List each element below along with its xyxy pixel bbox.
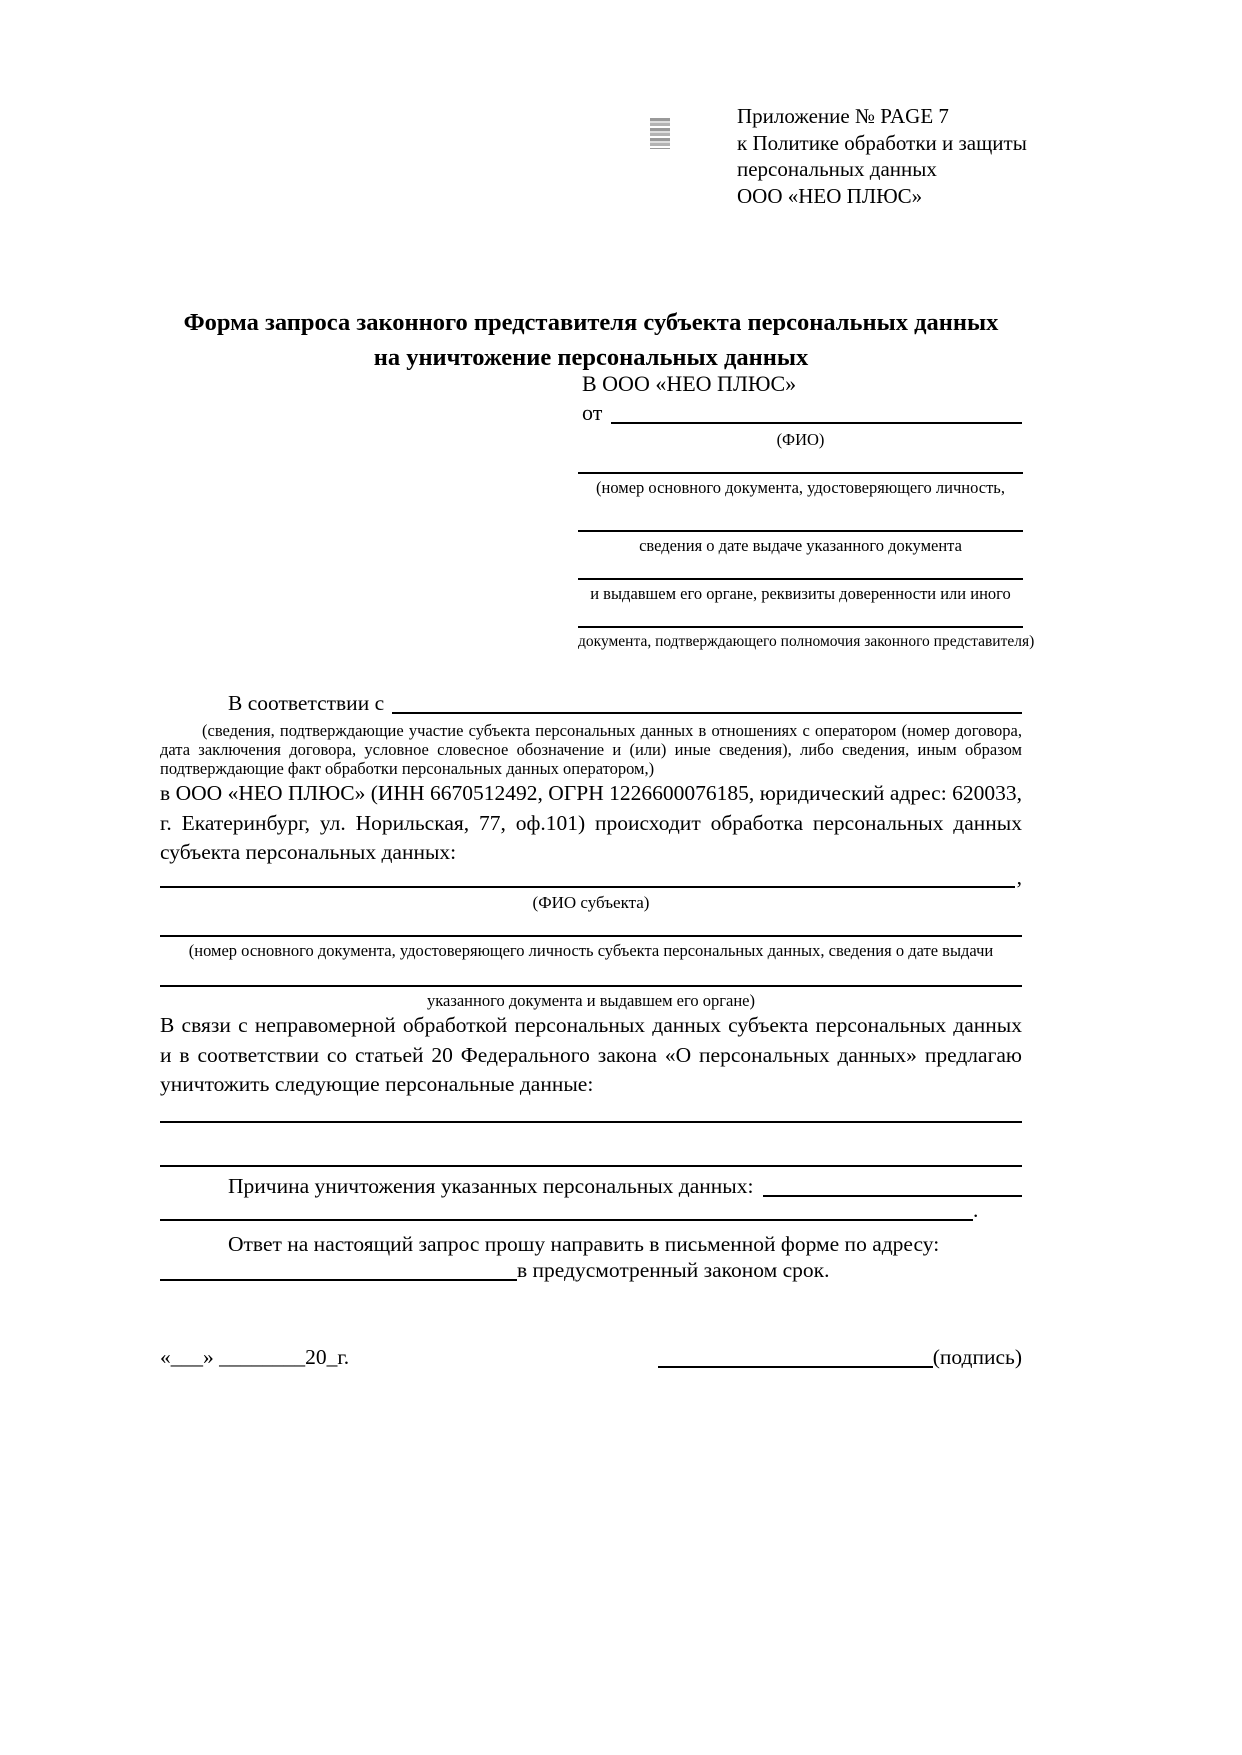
blank-line-doc-issuer: [578, 578, 1023, 580]
signature-field: [658, 1345, 1022, 1370]
doc-caption-2: сведения о дате выдаче указанного документа: [639, 536, 962, 555]
blank-line-reason: [763, 1195, 1022, 1197]
subject-doc-caption-2: указанного документа и выдавшем его органе): [427, 991, 755, 1010]
answer-suffix: в предусмотренный законом срок.: [517, 1258, 830, 1282]
from-field-row: [582, 402, 1022, 426]
blank-line-signature: [658, 1366, 933, 1368]
appendix-line-4: ООО «НЕО ПЛЮС»: [737, 183, 923, 208]
reason-continuation-row: [160, 1198, 1022, 1223]
subject-doc-caption-1: (номер основного документа, удостоверяющего личность субъекта персональных данных, сведения о дате выдачи: [188, 941, 994, 960]
doc-caption-3: и выдавшем его органе, реквизиты доверенности или иного: [590, 584, 1011, 603]
blank-line-reason-2: [160, 1219, 973, 1221]
blank-line-doc-number: [578, 472, 1023, 474]
signature-row: [160, 1342, 1022, 1370]
blank-line-data-2: [160, 1165, 1022, 1167]
embedded-object-icon: [650, 118, 670, 149]
blank-line-subject-fio: [160, 886, 1015, 888]
doc-caption-4: документа, подтверждающего полномочия законного представителя): [578, 633, 1035, 650]
blank-line-accordance: [392, 712, 1022, 714]
appendix-line-1: Приложение № PAGE 7: [737, 104, 949, 128]
blank-line-authority-doc: [578, 626, 1023, 628]
reason-period: .: [973, 1198, 979, 1222]
subject-fio-field-row: [160, 866, 1022, 890]
accordance-note: (сведения, подтверждающие участие субъекта персональных данных в отношениях с оператором (номер договора, дата заключения договора, условное словесное обозначение и (или) иные сведения), либо сведения, иным образом подтверждающие факт обработки персональных данных оператором,): [160, 721, 1022, 778]
date-blank: «___» ________20_г.: [160, 1345, 350, 1369]
answer-address-row: [160, 1258, 1022, 1283]
subject-fio-caption: (ФИО субъекта): [532, 893, 650, 912]
form-title-line-1: Форма запроса законного представителя субъекта персональных данных: [183, 309, 999, 336]
from-label: от: [582, 400, 603, 425]
blank-line-doc-date: [578, 530, 1023, 532]
signature-caption: (подпись): [932, 1345, 1022, 1369]
subject-fio-comma: ,: [1016, 865, 1022, 889]
accordance-label: В соответствии с: [228, 691, 385, 715]
appendix-line-3: персональных данных: [737, 157, 937, 181]
reason-label: Причина уничтожения указанных персональных данных:: [228, 1174, 754, 1198]
destruction-paragraph: В связи с неправомерной обработкой персональных данных субъекта персональных данных и в соответствии со статьей 20 Федерального закона «О персональных данных» предлагаю уничтожить следующие персональные данные:: [160, 1013, 1022, 1096]
blank-line-subject-doc: [160, 935, 1022, 937]
operator-paragraph: в ООО «НЕО ПЛЮС» (ИНН 6670512492, ОГРН 1226600076185, юридический адрес: 620033, г. Екатеринбург, ул. Норильская, 77, оф.101) происходит обработка персональных данных субъекта персональных данных:: [160, 781, 1022, 864]
accordance-field-row: [160, 692, 1022, 716]
blank-line-address: [160, 1279, 517, 1281]
form-title: [160, 306, 1022, 375]
fio-caption: (ФИО): [776, 430, 825, 449]
doc-caption-1: (номер основного документа, удостоверяющего личность,: [596, 478, 1005, 497]
answer-intro: Ответ на настоящий запрос прошу направить в письменной форме по адресу:: [228, 1232, 940, 1256]
addressee-company: В ООО «НЕО ПЛЮС»: [582, 371, 797, 396]
form-title-line-2: на уничтожение персональных данных: [373, 343, 809, 371]
blank-line-fio: [611, 422, 1022, 424]
reason-field-row: [160, 1174, 1022, 1199]
blank-line-data-1: [160, 1121, 1022, 1123]
appendix-header: [737, 103, 1037, 209]
blank-line-subject-doc-issuer: [160, 985, 1022, 987]
appendix-line-2: к Политике обработки и защиты: [737, 130, 1027, 155]
